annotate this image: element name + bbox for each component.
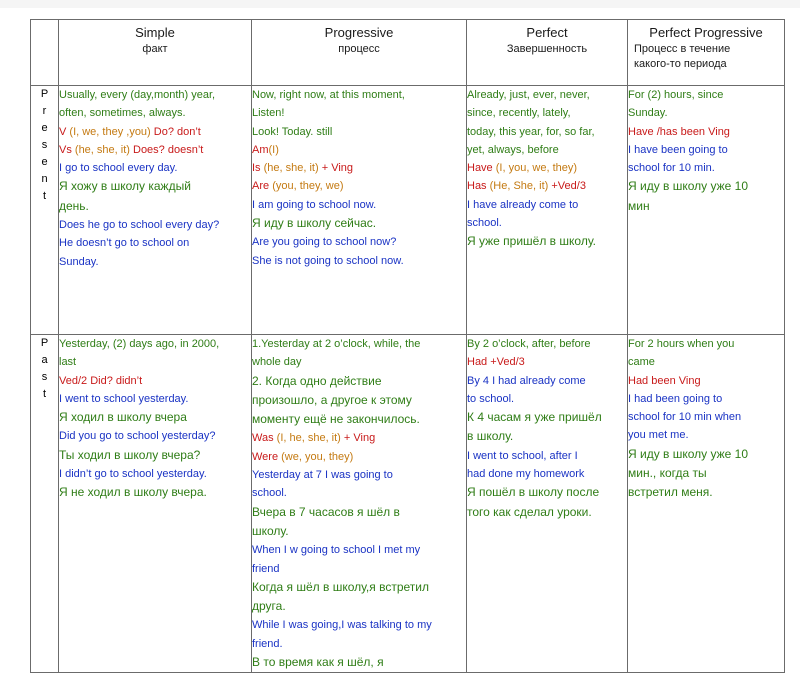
text-segment: When I w going to school I met my <box>252 544 421 557</box>
text-line <box>59 372 251 390</box>
text-segment: 2. Когда одно действие <box>252 373 382 388</box>
text-segment: Когда я шёл в школу,я встретил <box>252 579 429 594</box>
text-segment: Are you going to school now? <box>252 236 397 249</box>
text-line <box>467 232 627 251</box>
present-progressive-cell <box>252 86 467 335</box>
text-line <box>467 483 627 502</box>
text-line <box>252 522 466 541</box>
header-perfect-progressive-title: Perfect Progressive <box>649 25 763 40</box>
text-line <box>59 353 251 371</box>
text-line <box>59 234 251 252</box>
past-side-label <box>31 335 59 673</box>
present-side-label <box>31 86 59 335</box>
text-line <box>59 141 251 159</box>
text-segment: Я уже пришёл в школу. <box>467 234 596 249</box>
text-line <box>628 483 784 502</box>
text-segment: By 4 I had already come <box>467 374 586 387</box>
text-line <box>59 335 251 353</box>
text-segment: For (2) hours, since <box>628 89 724 101</box>
text-segment: yet, always, before <box>467 143 559 156</box>
text-line <box>252 541 466 559</box>
text-segment: He doesn’t go to school on <box>59 237 190 250</box>
text-segment: you met me. <box>628 429 689 442</box>
text-segment: school for 10 min when <box>628 411 742 424</box>
text-line <box>628 372 784 390</box>
text-segment: I am going to school now. <box>252 198 377 211</box>
past-progressive-cell <box>252 335 467 673</box>
text-line <box>252 448 466 466</box>
text-segment: school for 10 min. <box>628 162 715 175</box>
text-segment: школу. <box>252 523 289 538</box>
text-segment: Я иду в школу уже 10 <box>628 446 749 461</box>
text-line <box>628 159 784 177</box>
text-line <box>252 159 466 177</box>
text-line <box>467 335 627 353</box>
text-line <box>252 466 466 484</box>
text-segment: Sunday. <box>59 255 99 268</box>
text-segment: (he, she, it) <box>74 143 130 156</box>
side-letter: t <box>42 388 47 400</box>
text-line <box>252 196 466 214</box>
text-line <box>252 429 466 447</box>
side-letter: n <box>41 173 48 185</box>
text-line <box>59 197 251 216</box>
text-line <box>252 560 466 578</box>
header-simple-title: Simple <box>135 25 175 40</box>
text-line <box>628 123 784 141</box>
text-line <box>628 464 784 483</box>
text-line <box>252 484 466 502</box>
header-perfect-sub: Завершенность <box>506 43 588 55</box>
text-line <box>628 86 784 104</box>
side-letter: s <box>41 371 48 383</box>
present-perfect-progressive-cell <box>628 86 785 335</box>
text-segment: Do? don’t <box>150 125 201 138</box>
header-perfect-title: Perfect <box>526 25 568 40</box>
text-line <box>628 390 784 408</box>
text-line <box>467 141 627 159</box>
text-segment: мин <box>628 198 650 213</box>
text-line <box>252 141 466 159</box>
text-segment: + Ving <box>340 432 376 445</box>
text-line <box>467 372 627 390</box>
text-segment: Now, right now, at this moment, <box>252 89 405 101</box>
text-segment: 1.Yesterday at 2 o’clock, while, the <box>252 338 421 350</box>
header-perfect <box>467 20 628 86</box>
text-segment: (you, they, we) <box>272 180 344 193</box>
header-progressive-sub: процесс <box>338 43 380 55</box>
text-line <box>59 123 251 141</box>
text-segment: Вчера в 7 часасов я шёл в <box>252 504 400 519</box>
text-segment: Я иду в школу уже 10 <box>628 179 749 194</box>
text-segment: I have already come to <box>467 198 579 211</box>
header-perfect-progressive-sub1: Процесс в течение <box>634 43 731 55</box>
side-letter: e <box>41 122 48 134</box>
text-segment: Have /has been Ving <box>628 125 730 138</box>
text-segment: I had been going to <box>628 392 723 405</box>
text-segment: в школу. <box>467 429 514 444</box>
text-segment: Я иду в школу сейчас. <box>252 216 377 231</box>
text-line <box>59 253 251 271</box>
past-simple-cell <box>59 335 252 673</box>
side-letter: a <box>41 354 48 366</box>
text-line <box>59 177 251 196</box>
present-perfect-cell <box>467 86 628 335</box>
text-segment: to school. <box>467 392 515 405</box>
text-line <box>59 483 251 502</box>
text-segment: Ved/2 Did? didn’t <box>59 374 143 387</box>
text-line <box>467 177 627 195</box>
text-line <box>252 653 466 672</box>
text-segment: Is <box>252 162 264 175</box>
text-segment: +Ved/3 <box>548 180 586 193</box>
text-line <box>252 335 466 353</box>
past-row <box>31 335 785 673</box>
text-segment: friend <box>252 562 280 575</box>
text-line <box>252 177 466 195</box>
text-segment: Я не ходил в школу вчера. <box>59 485 207 500</box>
text-segment: Я пошёл в школу после <box>467 485 600 500</box>
text-segment: Usually, every (day,month) year, <box>59 89 216 101</box>
text-line <box>628 445 784 464</box>
text-segment: Я ходил в школу вчера <box>59 410 187 425</box>
text-segment: Was <box>252 432 277 445</box>
text-line <box>252 635 466 653</box>
text-segment: (He, She, it) <box>489 180 549 193</box>
text-line <box>467 390 627 408</box>
tenses-table <box>30 19 785 673</box>
text-segment: I went to school, after I <box>467 449 578 462</box>
text-segment: By 2 o’clock, after, before <box>467 338 591 350</box>
text-segment: I went to school yesterday. <box>59 392 189 405</box>
header-simple <box>59 20 252 86</box>
side-letter: P <box>40 88 49 100</box>
text-line <box>467 447 627 465</box>
text-line <box>467 159 627 177</box>
text-line <box>467 353 627 371</box>
text-segment: V <box>59 125 70 138</box>
text-line <box>59 159 251 177</box>
text-segment: I didn’t go to school yesterday. <box>59 468 207 481</box>
text-line <box>252 503 466 522</box>
text-line <box>628 335 784 353</box>
text-segment: friend. <box>252 637 283 650</box>
corner-cell <box>31 20 59 86</box>
present-side-letters <box>31 86 58 205</box>
text-segment: school. <box>467 217 502 230</box>
text-segment: For 2 hours when you <box>628 338 735 350</box>
text-line <box>628 353 784 371</box>
text-segment: (I, he, she, it) <box>276 432 341 445</box>
header-perfect-progressive <box>628 20 785 86</box>
text-segment: Had +Ved/3 <box>467 356 525 369</box>
header-simple-sub: факт <box>142 43 168 55</box>
text-line <box>628 104 784 122</box>
header-row <box>31 20 785 86</box>
text-segment: Did you go to school yesterday? <box>59 430 216 443</box>
text-line <box>252 214 466 233</box>
text-segment: Sunday. <box>628 107 668 120</box>
text-segment: Vs <box>59 143 75 156</box>
text-segment: произошло, а другое к этому <box>252 392 412 407</box>
text-segment: моменту ещё не закончилось. <box>252 412 420 427</box>
text-line <box>252 123 466 141</box>
text-line <box>252 104 466 122</box>
text-segment: (I) <box>268 143 279 156</box>
text-segment: Listen! <box>252 107 285 120</box>
text-segment: Yesterday, (2) days ago, in 2000, <box>59 338 220 350</box>
text-line <box>252 597 466 616</box>
text-segment: Я хожу в школу каждый <box>59 179 191 194</box>
text-line <box>628 426 784 444</box>
text-line <box>467 196 627 214</box>
text-line <box>59 104 251 122</box>
text-line <box>59 427 251 445</box>
text-segment: Have <box>467 162 496 175</box>
text-segment: (I, you, we, they) <box>495 162 578 175</box>
text-segment: last <box>59 356 77 369</box>
past-perfect-cell <box>467 335 628 673</box>
text-line <box>59 465 251 483</box>
text-line <box>252 233 466 251</box>
text-segment: whole day <box>252 356 302 369</box>
text-line <box>252 578 466 597</box>
text-line <box>252 86 466 104</box>
header-progressive <box>252 20 467 86</box>
side-letter: P <box>40 337 49 349</box>
text-line <box>628 408 784 426</box>
text-line <box>467 86 627 104</box>
text-segment: Had been Ving <box>628 374 701 387</box>
text-segment: Yesterday at 7 I was going to <box>252 469 393 482</box>
text-segment: + Ving <box>318 162 354 175</box>
text-segment: (he, she, it) <box>263 162 319 175</box>
text-line <box>467 123 627 141</box>
text-line <box>252 410 466 429</box>
text-segment: since, recently, lately, <box>467 107 571 120</box>
text-segment: К 4 часам я уже пришёл <box>467 410 602 425</box>
text-segment: друга. <box>252 599 286 614</box>
text-line <box>467 503 627 522</box>
text-segment: мин., когда ты <box>628 466 707 481</box>
text-line <box>628 141 784 159</box>
text-segment: (I, we, they ,you) <box>69 125 151 138</box>
side-letter: r <box>42 105 47 117</box>
text-segment: had done my homework <box>467 468 585 481</box>
text-segment: often, sometimes, always. <box>59 107 186 120</box>
text-line <box>59 390 251 408</box>
text-line <box>252 391 466 410</box>
text-line <box>59 446 251 465</box>
header-progressive-title: Progressive <box>324 25 394 40</box>
text-line <box>252 616 466 634</box>
text-segment: Am <box>252 143 269 156</box>
text-segment: I have been going to <box>628 143 728 156</box>
text-line <box>467 104 627 122</box>
text-line <box>467 427 627 446</box>
text-line <box>59 408 251 427</box>
text-segment: today, this year, for, so far, <box>467 125 595 138</box>
text-segment: того как сделал уроки. <box>467 504 592 519</box>
text-line <box>467 214 627 232</box>
text-line <box>252 372 466 391</box>
text-segment: Does? doesn’t <box>129 143 204 156</box>
header-perfect-progressive-sub2: какого-то периода <box>634 58 727 70</box>
past-side-letters <box>31 335 58 403</box>
text-segment: Are <box>252 180 273 193</box>
text-line <box>59 216 251 234</box>
past-perfect-progressive-cell <box>628 335 785 673</box>
text-line <box>467 408 627 427</box>
text-line <box>252 252 466 270</box>
text-line <box>252 353 466 371</box>
text-line <box>628 197 784 216</box>
text-segment: I go to school every day. <box>59 162 178 175</box>
text-segment: (we, you, they) <box>281 450 354 463</box>
text-line <box>467 465 627 483</box>
side-letter: e <box>41 156 48 168</box>
text-segment: встретил меня. <box>628 485 713 500</box>
text-segment: Does he go to school every day? <box>59 219 220 232</box>
side-letter: s <box>41 139 48 151</box>
text-line <box>628 177 784 196</box>
text-segment: Look! Today. still <box>252 125 333 138</box>
present-simple-cell <box>59 86 252 335</box>
text-segment: school. <box>252 487 287 500</box>
text-segment: While I was going,I was talking to my <box>252 619 432 632</box>
text-segment: день. <box>59 198 89 213</box>
text-line <box>59 86 251 104</box>
text-segment: She is not going to school now. <box>252 254 404 267</box>
text-segment: Already, just, ever, never, <box>467 89 590 101</box>
present-row <box>31 86 785 335</box>
text-segment: Ты ходил в школу вчера? <box>59 447 201 462</box>
text-segment: Has <box>467 180 490 193</box>
text-segment: В то время как я шёл, я <box>252 655 384 670</box>
top-strip <box>0 0 800 8</box>
side-letter: t <box>42 190 47 202</box>
text-segment: came <box>628 356 655 369</box>
text-segment: Were <box>252 450 282 463</box>
